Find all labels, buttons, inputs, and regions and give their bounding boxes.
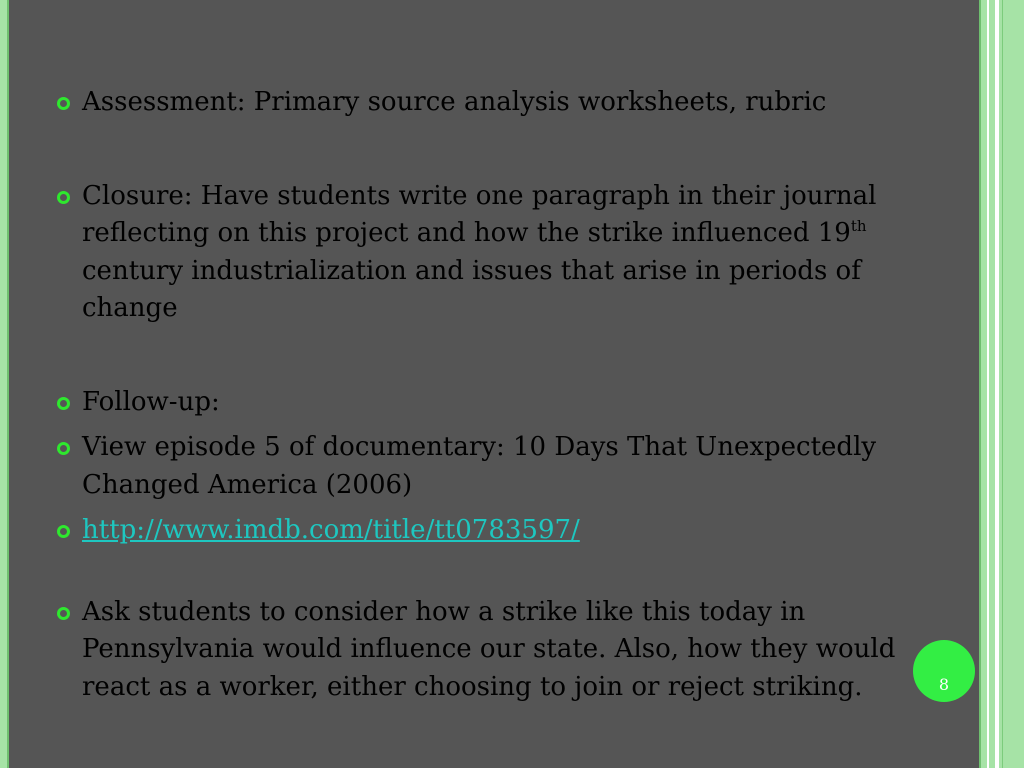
bullet-circle-icon	[55, 178, 82, 216]
bullet-circle-icon	[55, 429, 82, 467]
bullet-closure	[55, 178, 915, 328]
bullet-text: View episode 5 of documentary: 10 Days That Unexpectedly Changed America (2006)	[82, 432, 877, 500]
border-stripe	[987, 0, 989, 768]
bullet-follow-up	[55, 384, 915, 422]
bullet-imdb-link	[55, 512, 915, 550]
bullet-assessment	[55, 84, 915, 122]
bullet-text: Follow-up:	[82, 386, 220, 417]
right-border-decoration	[979, 0, 1024, 768]
slide-content	[55, 84, 915, 706]
superscript-th: th	[850, 217, 867, 235]
bullet-documentary	[55, 429, 915, 504]
bullet-ask-students	[55, 594, 915, 707]
page-number: 8	[938, 674, 950, 694]
closure-text-part2: century industrialization and issues that arise in periods of change	[82, 255, 861, 323]
bullet-circle-icon	[55, 512, 82, 550]
bullet-text: Assessment: Primary source analysis worksheets, rubric	[82, 87, 827, 117]
bullet-text	[82, 178, 915, 328]
left-border-decoration	[0, 0, 9, 768]
bullet-circle-icon	[55, 384, 82, 422]
border-stripe	[1002, 0, 1003, 768]
bullet-circle-icon	[55, 84, 82, 122]
bullet-text: Ask students to consider how a strike like this today in Pennsylvania would influence our state. Also, how they would react as a worker, either choosing to join or reject striking.	[82, 596, 896, 702]
page-number-badge	[913, 640, 975, 702]
border-stripe	[979, 0, 981, 768]
closure-text-part1: Closure: Have students write one paragraph in their journal reflecting on this project and how the strike influenced 19	[82, 180, 877, 248]
border-stripe	[995, 0, 999, 768]
bullet-circle-icon	[55, 594, 82, 632]
imdb-link[interactable]: http://www.imdb.com/title/tt0783597/	[82, 515, 580, 545]
